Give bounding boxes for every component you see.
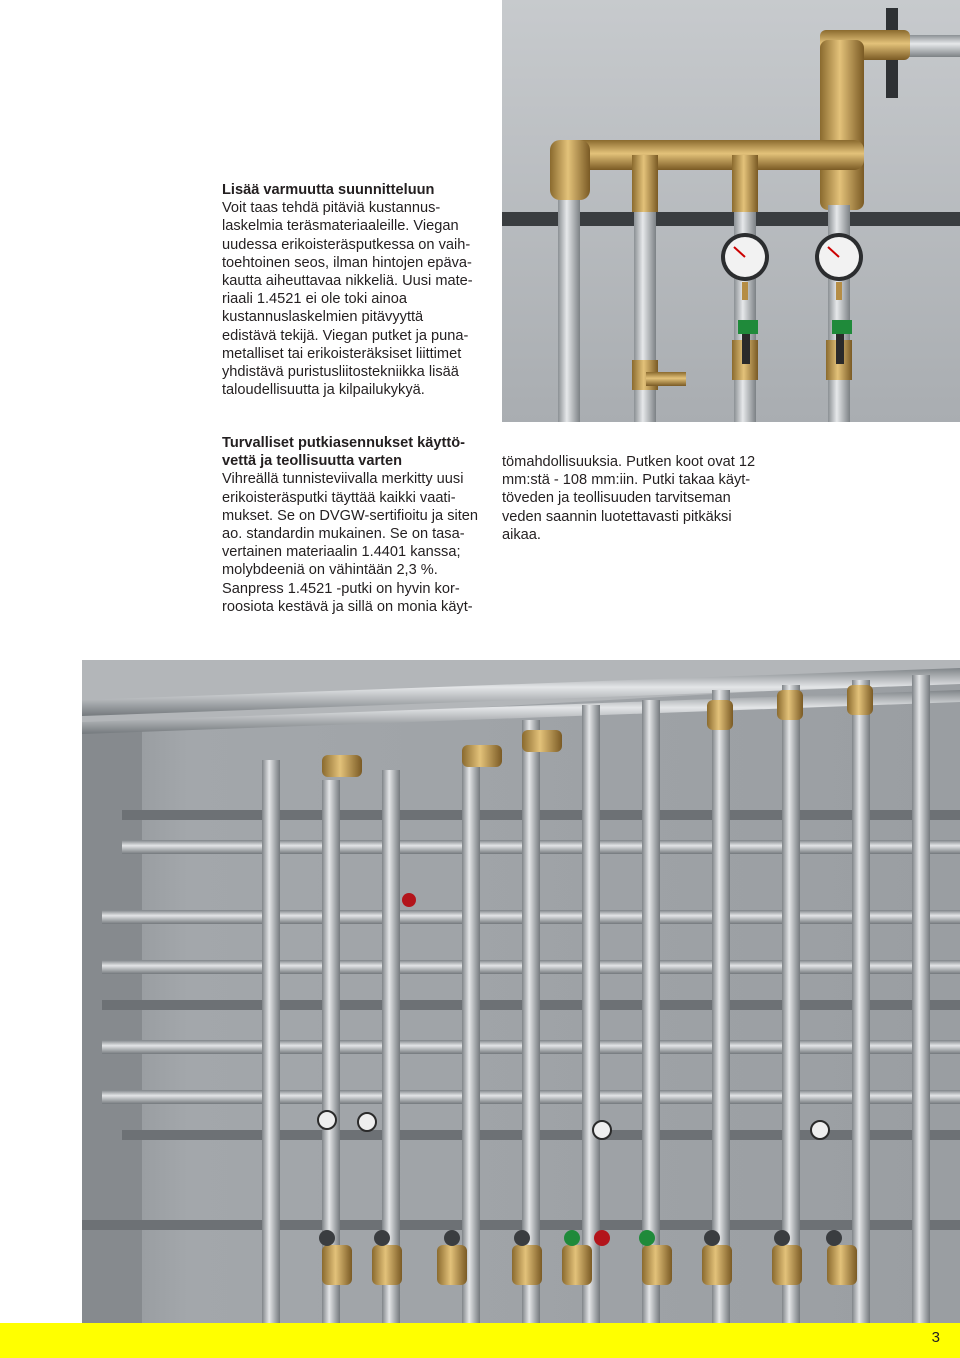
footer-color-bar [0, 1323, 960, 1358]
text-line: ao. standardin mukainen. Se on tasa- [222, 526, 465, 543]
section-planning-security [222, 181, 482, 399]
section-safe-installations [222, 434, 487, 616]
text-line: erikoisteräsputki täyttää kaikki vaati- [222, 489, 456, 506]
text-line: edistävä tekijä. Viegan putket ja puna- [222, 327, 469, 344]
text-line: Voit taas tehdä pitäviä kustannus- [222, 200, 441, 217]
text-line: metalliset tai erikoisteräksiset liittimet [222, 345, 462, 362]
text-line: veden saannin luotettavasti pitkäksi [502, 508, 732, 525]
section-planning-heading: Lisää varmuutta suunnitteluun [222, 182, 435, 198]
text-line: laskelmia teräsmateriaaleille. Viegan [222, 218, 459, 235]
text-line: kustannuslaskelmien pitävyyttä [222, 309, 424, 326]
text-line: töveden ja teollisuuden tarvitseman [502, 490, 731, 507]
text-line: yhdistävä puristusliitostekniikka lisää [222, 364, 459, 381]
text-line: Sanpress 1.4521 -putki on hyvin kor- [222, 580, 460, 597]
text-line: Vihreällä tunnisteviivalla merkitty uusi [222, 471, 464, 488]
photo-pipe-installation [82, 660, 960, 1323]
section-safe-body [222, 470, 487, 616]
photo-pipe-manifold [502, 0, 960, 422]
section-planning-body [222, 199, 482, 399]
text-line: taloudellisuutta ja kilpailukykyä. [222, 382, 425, 399]
section-safe-heading [222, 434, 487, 470]
section-continued-body [502, 453, 767, 544]
text-line: mukset. Se on DVGW-sertifioitu ja siten [222, 507, 479, 524]
text-line: toehtoinen seos, ilman hintojen epäva- [222, 254, 472, 271]
text-line: molybdeeniä on vähintään 2,3 %. [222, 562, 438, 579]
text-line: aikaa. [502, 526, 541, 543]
text-line: riaali 1.4521 ei ole toki ainoa [222, 291, 407, 308]
section-safe-installations-continued [502, 453, 767, 544]
heading-line: vettä ja teollisuutta varten [222, 453, 403, 470]
heading-line: Turvalliset putkiasennukset käyttö- [222, 435, 466, 451]
page-number: 3 [931, 1329, 940, 1346]
text-line: kautta aiheuttavaa nikkeliä. Uusi mate- [222, 273, 473, 290]
text-line: roosiota kestävä ja sillä on monia käyt- [222, 598, 473, 615]
text-line: vertainen materiaalin 1.4401 kanssa; [222, 544, 461, 561]
text-line: tömahdollisuuksia. Putken koot ovat 12 [502, 454, 756, 470]
text-line: uudessa erikoisteräsputkessa on vaih- [222, 236, 471, 253]
text-line: mm:stä - 108 mm:iin. Putki takaa käyt- [502, 472, 751, 489]
